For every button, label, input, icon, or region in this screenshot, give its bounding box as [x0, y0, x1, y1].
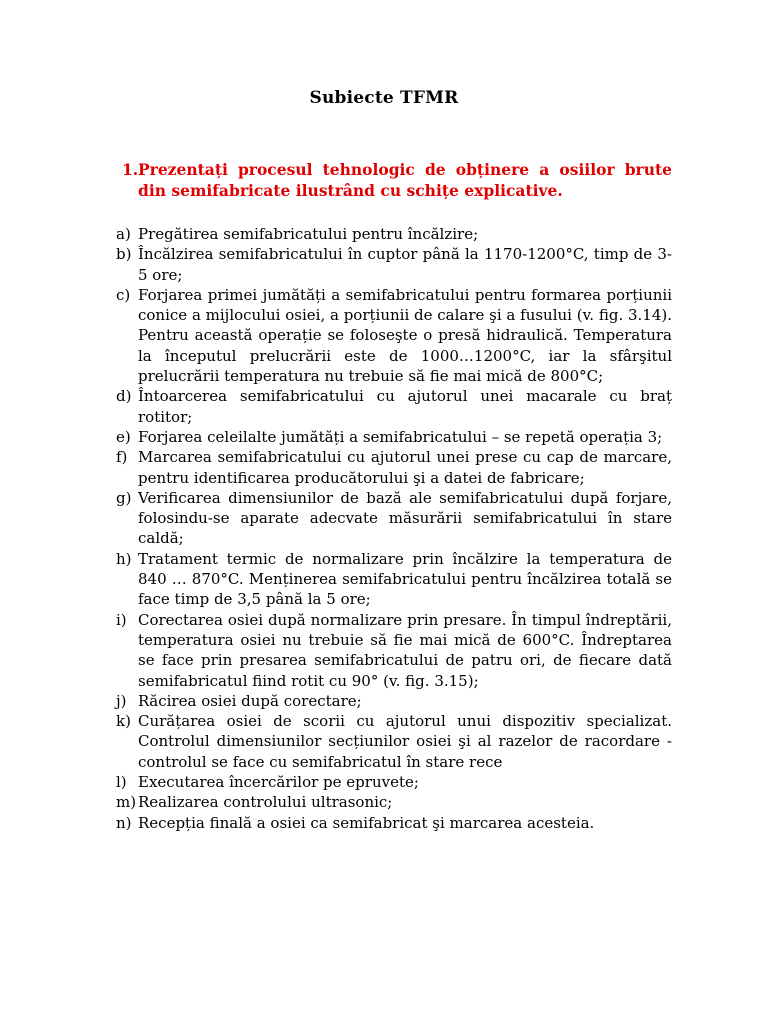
- list-item-text: Tratament termic de normalizare prin încălzire la temperatura de 840 … 870°C. Menținerea semifabricatului pentru încălzirea totală se face timp de 3,5 până la 5 ore;: [138, 549, 672, 609]
- list-item-text: Întoarcerea semifabricatului cu ajutorul unei macarale cu braț rotitor;: [138, 387, 672, 426]
- page-title: Subiecte TFMR: [309, 88, 459, 108]
- list-item-marker: n): [116, 813, 132, 832]
- list-item: [116, 610, 672, 691]
- list-item-text: Realizarea controlului ultrasonic;: [138, 793, 393, 812]
- list-item-text: Recepția finală a osiei ca semifabricat şi marcarea acesteia.: [138, 813, 595, 832]
- list-item: [116, 285, 672, 386]
- list-item-text: Forjarea celeilalte jumătăți a semifabricatului – se repetă operația 3;: [138, 427, 663, 446]
- list-item-marker: e): [116, 427, 131, 446]
- list-item: [116, 386, 672, 427]
- question-number: 1.: [122, 160, 139, 179]
- list-item-text: Răcirea osiei după corectare;: [138, 691, 362, 710]
- list-item: [116, 447, 672, 488]
- list-item-text: Corectarea osiei după normalizare prin presare. În timpul îndreptării, temperatura osiei nu trebuie să fie mai mică de 600°C. Îndreptarea se face prin presarea semifabricatului de patru ori, de fiecare dată semifabricatul fiind rotit cu 90° (v. fig. 3.15);: [138, 610, 672, 690]
- list-item-marker: l): [116, 773, 127, 792]
- list-item-marker: k): [116, 712, 131, 731]
- list-item: [116, 792, 672, 812]
- list-item-marker: b): [116, 245, 132, 264]
- list-item-marker: m): [116, 793, 137, 812]
- list-item-marker: h): [116, 549, 132, 568]
- list-item-marker: d): [116, 387, 132, 406]
- list-item: [116, 691, 672, 711]
- list-item: [116, 711, 672, 772]
- list-item-text: Verificarea dimensiunilor de bază ale semifabricatului după forjare, folosindu-se aparate adecvate măsurării semifabricatului în stare caldă;: [138, 488, 672, 548]
- list-item-marker: c): [116, 285, 131, 304]
- list-item-text: Marcarea semifabricatului cu ajutorul unei prese cu cap de marcare, pentru identificarea producătorului şi a datei de fabricare;: [138, 448, 672, 487]
- list-item: [116, 772, 672, 792]
- list-item: [116, 549, 672, 610]
- list-item-marker: g): [116, 488, 132, 507]
- list-item: [116, 244, 672, 285]
- list-item: [116, 813, 672, 833]
- question-heading: [116, 159, 672, 201]
- list-item: [116, 224, 672, 244]
- list-item-text: Curățarea osiei de scorii cu ajutorul unui dispozitiv specializat. Controlul dimensiunilor secțiunilor osiei şi al razelor de racordare - controlul se face cu semifabricatul în stare rece: [138, 712, 672, 771]
- list-item-text: Forjarea primei jumătăți a semifabricatului pentru formarea porțiunii conice a mijlocului osiei, a porțiunii de calare şi a fusului (v. fig. 3.14). Pentru această operație se foloseşte o presă hidraulică. Temperatura la începutul prelucrării este de 1000…1200°C, iar la sfârşitul prelucrării temperatura nu trebuie să fie mai mică de 800°C;: [138, 285, 672, 386]
- list-item-marker: j): [116, 691, 127, 710]
- list-item-text: Încălzirea semifabricatului în cuptor până la 1170-1200°C, timp de 3-5 ore;: [138, 245, 672, 284]
- list-item: [116, 488, 672, 549]
- list-item-marker: i): [116, 610, 127, 629]
- list-item-text: Pregătirea semifabricatului pentru încălzire;: [138, 225, 479, 243]
- list-item: [116, 427, 672, 447]
- process-steps-list: [116, 224, 672, 833]
- list-item-text: Executarea încercărilor pe epruvete;: [138, 773, 419, 792]
- list-item-marker: a): [116, 225, 131, 243]
- list-item-marker: f): [116, 448, 128, 467]
- question-text: Prezentați procesul tehnologic de obținere a osiilor brute din semifabricate ilustrând cu schițe explicative.: [138, 160, 672, 200]
